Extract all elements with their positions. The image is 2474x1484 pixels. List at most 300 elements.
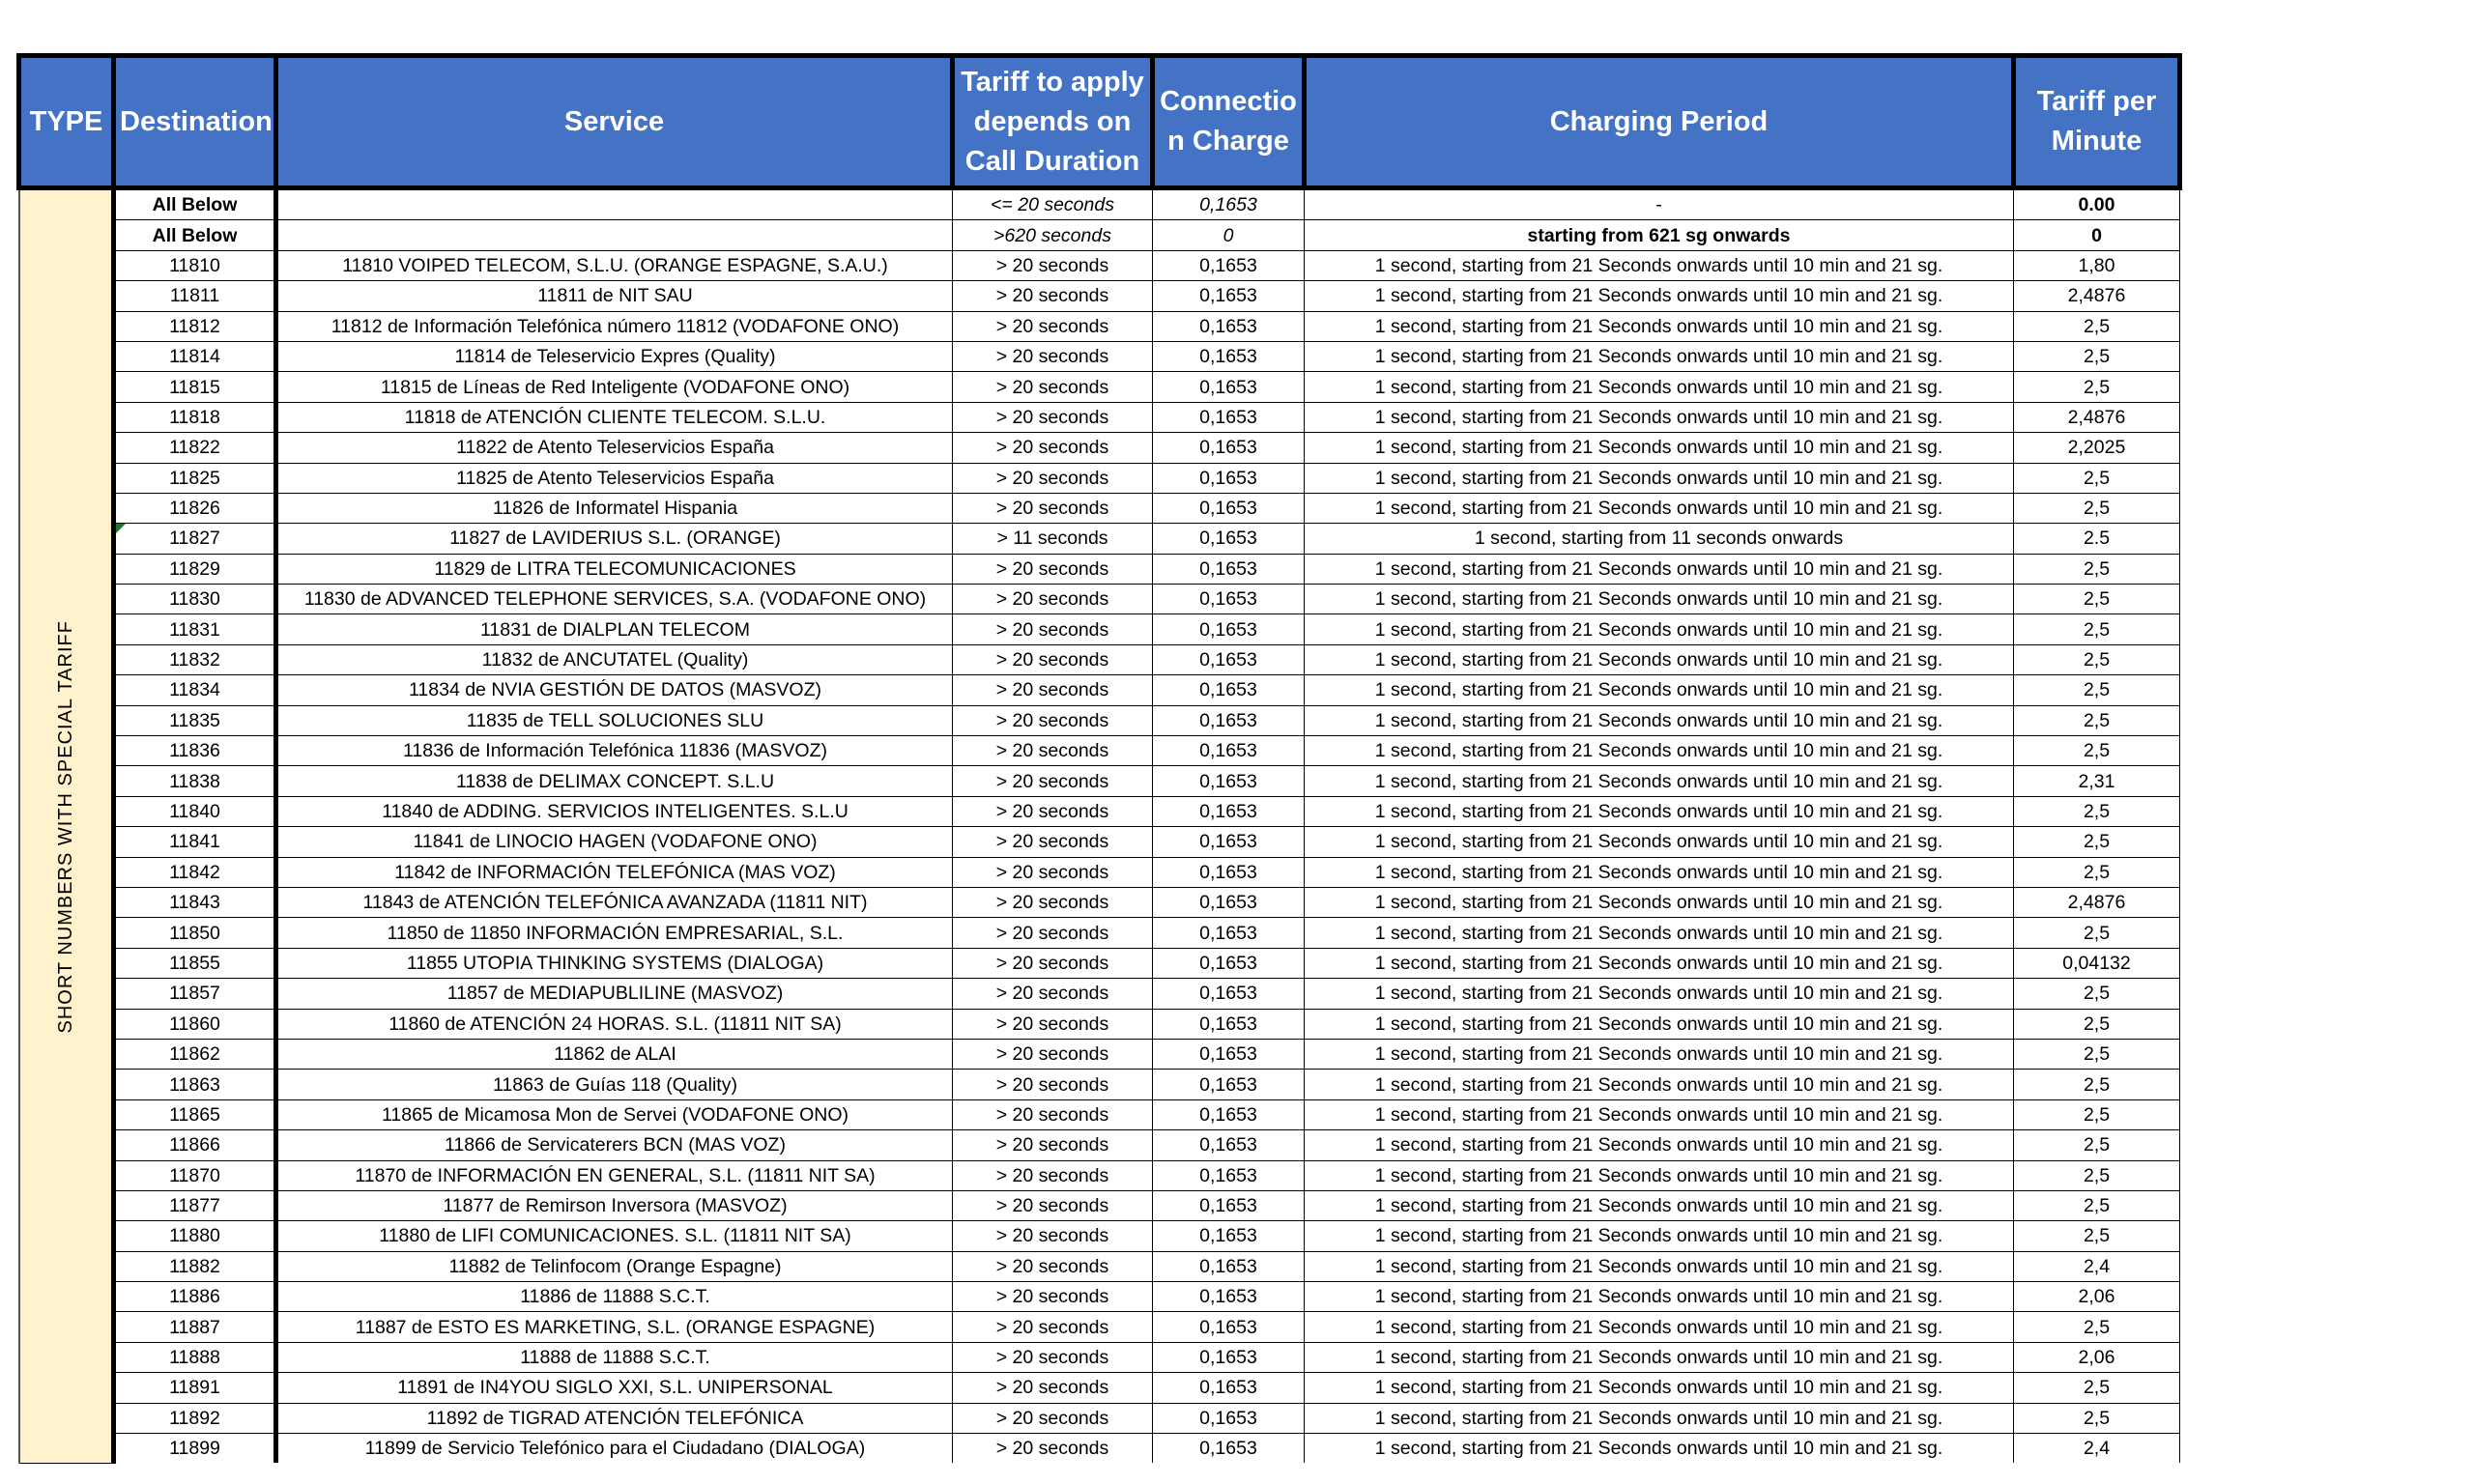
charging-period-cell[interactable]: 1 second, starting from 21 Seconds onwards until 10 min and 21 sg. bbox=[1305, 857, 2014, 887]
table-row bbox=[19, 250, 2180, 280]
destination-cell[interactable]: 11836 bbox=[114, 736, 276, 766]
service-cell[interactable]: 11880 de LIFI COMUNICACIONES. S.L. (11811 NIT SA) bbox=[276, 1221, 953, 1251]
charging-period-cell[interactable]: 1 second, starting from 21 Seconds onwards until 10 min and 21 sg. bbox=[1305, 675, 2014, 705]
destination-cell[interactable]: 11863 bbox=[114, 1070, 276, 1099]
duration-cell[interactable]: > 20 seconds bbox=[953, 1373, 1153, 1403]
table-row bbox=[19, 857, 2180, 887]
service-cell[interactable]: 11863 de Guías 118 (Quality) bbox=[276, 1070, 953, 1099]
service-cell[interactable]: 11814 de Teleservicio Expres (Quality) bbox=[276, 341, 953, 371]
header-tariff-to-apply[interactable]: Tariff to apply depends on Call Duration bbox=[953, 56, 1153, 188]
connection-charge-cell[interactable]: 0,1653 bbox=[1153, 1190, 1305, 1220]
duration-cell[interactable]: > 20 seconds bbox=[953, 372, 1153, 402]
table-row bbox=[19, 1403, 2180, 1433]
destination-cell[interactable]: 11812 bbox=[114, 311, 276, 341]
charging-period-cell[interactable]: 1 second, starting from 21 Seconds onwards until 10 min and 21 sg. bbox=[1305, 614, 2014, 644]
connection-charge-cell[interactable]: 0,1653 bbox=[1153, 250, 1305, 280]
duration-cell[interactable]: > 20 seconds bbox=[953, 766, 1153, 796]
service-cell[interactable]: 11841 de LINOCIO HAGEN (VODAFONE ONO) bbox=[276, 827, 953, 857]
tariff-per-minute-cell[interactable]: 2,5 bbox=[2014, 463, 2180, 493]
tariff-per-minute-cell[interactable]: 0 bbox=[2014, 220, 2180, 250]
duration-cell[interactable]: > 20 seconds bbox=[953, 1190, 1153, 1220]
duration-cell[interactable]: > 20 seconds bbox=[953, 1099, 1153, 1129]
table-row bbox=[19, 948, 2180, 978]
charging-period-cell[interactable]: 1 second, starting from 21 Seconds onwards until 10 min and 21 sg. bbox=[1305, 1130, 2014, 1160]
duration-cell[interactable]: > 20 seconds bbox=[953, 250, 1153, 280]
destination-cell[interactable]: 11887 bbox=[114, 1312, 276, 1342]
charging-period-cell[interactable]: 1 second, starting from 21 Seconds onwards until 10 min and 21 sg. bbox=[1305, 402, 2014, 432]
tariff-per-minute-cell[interactable]: 2,5 bbox=[2014, 1009, 2180, 1039]
connection-charge-cell[interactable]: 0,1653 bbox=[1153, 1070, 1305, 1099]
destination-cell[interactable]: 11841 bbox=[114, 827, 276, 857]
duration-cell[interactable]: > 20 seconds bbox=[953, 281, 1153, 311]
table-row bbox=[19, 736, 2180, 766]
tariff-per-minute-cell[interactable]: 2,5 bbox=[2014, 585, 2180, 614]
charging-period-cell[interactable]: 1 second, starting from 21 Seconds onwards until 10 min and 21 sg. bbox=[1305, 1039, 2014, 1069]
destination-cell[interactable]: 11882 bbox=[114, 1251, 276, 1281]
connection-charge-cell[interactable]: 0,1653 bbox=[1153, 918, 1305, 948]
service-cell[interactable]: 11827 de LAVIDERIUS S.L. (ORANGE) bbox=[276, 524, 953, 554]
destination-cell[interactable]: 11830 bbox=[114, 585, 276, 614]
table-row bbox=[19, 918, 2180, 948]
table-row bbox=[19, 493, 2180, 523]
tariff-per-minute-cell[interactable]: 2,5 bbox=[2014, 644, 2180, 674]
destination-cell[interactable]: 11831 bbox=[114, 614, 276, 644]
connection-charge-cell[interactable]: 0,1653 bbox=[1153, 524, 1305, 554]
connection-charge-cell[interactable]: 0,1653 bbox=[1153, 736, 1305, 766]
charging-period-cell[interactable]: 1 second, starting from 21 Seconds onwards until 10 min and 21 sg. bbox=[1305, 1160, 2014, 1190]
service-cell[interactable]: 11812 de Información Telefónica número 11812 (VODAFONE ONO) bbox=[276, 311, 953, 341]
tariff-per-minute-cell[interactable]: 2,5 bbox=[2014, 614, 2180, 644]
tariff-per-minute-cell[interactable]: 2,5 bbox=[2014, 1099, 2180, 1129]
header-row bbox=[19, 56, 2180, 188]
charging-period-cell[interactable]: 1 second, starting from 21 Seconds onwards until 10 min and 21 sg. bbox=[1305, 311, 2014, 341]
connection-charge-cell[interactable]: 0,1653 bbox=[1153, 433, 1305, 463]
connection-charge-cell[interactable]: 0,1653 bbox=[1153, 827, 1305, 857]
service-cell[interactable]: 11862 de ALAI bbox=[276, 1039, 953, 1069]
destination-cell[interactable]: 11866 bbox=[114, 1130, 276, 1160]
charging-period-cell[interactable]: starting from 621 sg onwards bbox=[1305, 220, 2014, 250]
table-row bbox=[19, 1009, 2180, 1039]
destination-cell[interactable]: 11822 bbox=[114, 433, 276, 463]
charging-period-cell[interactable]: 1 second, starting from 21 Seconds onwards until 10 min and 21 sg. bbox=[1305, 1251, 2014, 1281]
tariff-per-minute-cell[interactable]: 0,04132 bbox=[2014, 948, 2180, 978]
destination-cell[interactable]: 11892 bbox=[114, 1403, 276, 1433]
connection-charge-cell[interactable]: 0,1653 bbox=[1153, 979, 1305, 1009]
service-cell[interactable]: 11815 de Líneas de Red Inteligente (VODAFONE ONO) bbox=[276, 372, 953, 402]
destination-cell[interactable]: 11826 bbox=[114, 493, 276, 523]
connection-charge-cell[interactable]: 0,1653 bbox=[1153, 1312, 1305, 1342]
connection-charge-cell[interactable]: 0,1653 bbox=[1153, 1039, 1305, 1069]
duration-cell[interactable]: > 20 seconds bbox=[953, 614, 1153, 644]
duration-cell[interactable]: > 20 seconds bbox=[953, 887, 1153, 917]
service-cell[interactable]: 11838 de DELIMAX CONCEPT. S.L.U bbox=[276, 766, 953, 796]
destination-cell[interactable]: All Below bbox=[114, 220, 276, 250]
charging-period-cell[interactable]: 1 second, starting from 21 Seconds onwards until 10 min and 21 sg. bbox=[1305, 1342, 2014, 1372]
charging-period-cell[interactable]: 1 second, starting from 21 Seconds onwards until 10 min and 21 sg. bbox=[1305, 644, 2014, 674]
connection-charge-cell[interactable]: 0,1653 bbox=[1153, 1373, 1305, 1403]
charging-period-cell[interactable]: 1 second, starting from 21 Seconds onwards until 10 min and 21 sg. bbox=[1305, 1070, 2014, 1099]
charging-period-cell[interactable]: 1 second, starting from 21 Seconds onwards until 10 min and 21 sg. bbox=[1305, 796, 2014, 826]
connection-charge-cell[interactable]: 0,1653 bbox=[1153, 1342, 1305, 1372]
connection-charge-cell[interactable]: 0,1653 bbox=[1153, 705, 1305, 735]
connection-charge-cell[interactable]: 0,1653 bbox=[1153, 554, 1305, 584]
charging-period-cell[interactable]: 1 second, starting from 11 seconds onwards bbox=[1305, 524, 2014, 554]
service-cell[interactable]: 11825 de Atento Teleservicios España bbox=[276, 463, 953, 493]
charging-period-cell[interactable]: 1 second, starting from 21 Seconds onwards until 10 min and 21 sg. bbox=[1305, 827, 2014, 857]
charging-period-cell[interactable]: 1 second, starting from 21 Seconds onwards until 10 min and 21 sg. bbox=[1305, 1282, 2014, 1312]
duration-cell[interactable]: > 20 seconds bbox=[953, 736, 1153, 766]
table-row bbox=[19, 220, 2180, 250]
service-cell[interactable]: 11818 de ATENCIÓN CLIENTE TELECOM. S.L.U. bbox=[276, 402, 953, 432]
duration-cell[interactable]: > 20 seconds bbox=[953, 705, 1153, 735]
service-cell[interactable]: 11886 de 11888 S.C.T. bbox=[276, 1282, 953, 1312]
charging-period-cell[interactable]: 1 second, starting from 21 Seconds onwards until 10 min and 21 sg. bbox=[1305, 493, 2014, 523]
tariff-per-minute-cell[interactable]: 1,80 bbox=[2014, 250, 2180, 280]
duration-cell[interactable]: <= 20 seconds bbox=[953, 188, 1153, 220]
destination-cell[interactable]: 11857 bbox=[114, 979, 276, 1009]
charging-period-cell[interactable]: 1 second, starting from 21 Seconds onwards until 10 min and 21 sg. bbox=[1305, 1099, 2014, 1129]
tariff-per-minute-cell[interactable]: 2,5 bbox=[2014, 1160, 2180, 1190]
tariff-per-minute-cell[interactable]: 2,5 bbox=[2014, 796, 2180, 826]
connection-charge-cell[interactable]: 0,1653 bbox=[1153, 1009, 1305, 1039]
header-type[interactable]: TYPE bbox=[19, 56, 114, 188]
service-cell[interactable] bbox=[276, 188, 953, 220]
tariff-per-minute-cell[interactable]: 2,4 bbox=[2014, 1251, 2180, 1281]
connection-charge-cell[interactable]: 0,1653 bbox=[1153, 1221, 1305, 1251]
destination-cell[interactable]: 11870 bbox=[114, 1160, 276, 1190]
connection-charge-cell[interactable]: 0,1653 bbox=[1153, 1434, 1305, 1464]
destination-cell[interactable]: 11825 bbox=[114, 463, 276, 493]
destination-cell[interactable]: 11814 bbox=[114, 341, 276, 371]
charging-period-cell[interactable]: 1 second, starting from 21 Seconds onwards until 10 min and 21 sg. bbox=[1305, 341, 2014, 371]
duration-cell[interactable]: > 20 seconds bbox=[953, 463, 1153, 493]
service-cell[interactable]: 11882 de Telinfocom (Orange Espagne) bbox=[276, 1251, 953, 1281]
connection-charge-cell[interactable]: 0,1653 bbox=[1153, 1403, 1305, 1433]
service-cell[interactable]: 11831 de DIALPLAN TELECOM bbox=[276, 614, 953, 644]
charging-period-cell[interactable]: 1 second, starting from 21 Seconds onwards until 10 min and 21 sg. bbox=[1305, 1221, 2014, 1251]
tariff-per-minute-cell[interactable]: 2,4876 bbox=[2014, 402, 2180, 432]
tariff-per-minute-cell[interactable]: 2,4876 bbox=[2014, 887, 2180, 917]
table-row bbox=[19, 433, 2180, 463]
connection-charge-cell[interactable]: 0,1653 bbox=[1153, 614, 1305, 644]
duration-cell[interactable]: > 20 seconds bbox=[953, 1403, 1153, 1433]
service-cell[interactable]: 11835 de TELL SOLUCIONES SLU bbox=[276, 705, 953, 735]
service-cell[interactable]: 11892 de TIGRAD ATENCIÓN TELEFÓNICA bbox=[276, 1403, 953, 1433]
table-row bbox=[19, 1160, 2180, 1190]
service-cell[interactable]: 11829 de LITRA TELECOMUNICACIONES bbox=[276, 554, 953, 584]
duration-cell[interactable]: > 20 seconds bbox=[953, 827, 1153, 857]
charging-period-cell[interactable]: 1 second, starting from 21 Seconds onwards until 10 min and 21 sg. bbox=[1305, 1312, 2014, 1342]
duration-cell[interactable]: > 20 seconds bbox=[953, 1434, 1153, 1464]
tariff-per-minute-cell[interactable]: 2,5 bbox=[2014, 1070, 2180, 1099]
charging-period-cell[interactable]: 1 second, starting from 21 Seconds onwards until 10 min and 21 sg. bbox=[1305, 948, 2014, 978]
table-row bbox=[19, 1221, 2180, 1251]
tariff-per-minute-cell[interactable]: 2,2025 bbox=[2014, 433, 2180, 463]
table-row bbox=[19, 887, 2180, 917]
duration-cell[interactable]: > 20 seconds bbox=[953, 585, 1153, 614]
connection-charge-cell[interactable]: 0,1653 bbox=[1153, 372, 1305, 402]
charging-period-cell[interactable]: 1 second, starting from 21 Seconds onwards until 10 min and 21 sg. bbox=[1305, 766, 2014, 796]
table-row bbox=[19, 554, 2180, 584]
connection-charge-cell[interactable]: 0,1653 bbox=[1153, 281, 1305, 311]
destination-cell[interactable]: 11811 bbox=[114, 281, 276, 311]
connection-charge-cell[interactable]: 0,1653 bbox=[1153, 766, 1305, 796]
connection-charge-cell[interactable]: 0,1653 bbox=[1153, 887, 1305, 917]
destination-cell[interactable]: 11855 bbox=[114, 948, 276, 978]
header-tariff-per-minute[interactable]: Tariff per Minute bbox=[2014, 56, 2180, 188]
table-row bbox=[19, 402, 2180, 432]
destination-cell[interactable]: 11835 bbox=[114, 705, 276, 735]
connection-charge-cell[interactable]: 0,1653 bbox=[1153, 341, 1305, 371]
tariff-per-minute-cell[interactable]: 2,4876 bbox=[2014, 281, 2180, 311]
destination-cell[interactable]: 11842 bbox=[114, 857, 276, 887]
tariff-per-minute-cell[interactable]: 2,5 bbox=[2014, 1190, 2180, 1220]
destination-cell[interactable]: 11838 bbox=[114, 766, 276, 796]
connection-charge-cell[interactable]: 0,1653 bbox=[1153, 796, 1305, 826]
duration-cell[interactable]: > 11 seconds bbox=[953, 524, 1153, 554]
connection-charge-cell[interactable]: 0,1653 bbox=[1153, 1099, 1305, 1129]
duration-cell[interactable]: > 20 seconds bbox=[953, 857, 1153, 887]
tariff-per-minute-cell[interactable]: 2,06 bbox=[2014, 1342, 2180, 1372]
tariff-per-minute-cell[interactable]: 2,06 bbox=[2014, 1282, 2180, 1312]
connection-charge-cell[interactable]: 0,1653 bbox=[1153, 311, 1305, 341]
header-charging-period[interactable]: Charging Period bbox=[1305, 56, 2014, 188]
table-row bbox=[19, 1282, 2180, 1312]
service-cell[interactable]: 11899 de Servicio Telefónico para el Ciudadano (DIALOGA) bbox=[276, 1434, 953, 1464]
service-cell[interactable]: 11877 de Remirson Inversora (MASVOZ) bbox=[276, 1190, 953, 1220]
connection-charge-cell[interactable]: 0,1653 bbox=[1153, 463, 1305, 493]
tariff-per-minute-cell[interactable]: 2,5 bbox=[2014, 1130, 2180, 1160]
charging-period-cell[interactable]: 1 second, starting from 21 Seconds onwards until 10 min and 21 sg. bbox=[1305, 281, 2014, 311]
destination-cell[interactable]: 11888 bbox=[114, 1342, 276, 1372]
duration-cell[interactable]: > 20 seconds bbox=[953, 341, 1153, 371]
table-row bbox=[19, 585, 2180, 614]
tariff-per-minute-cell[interactable]: 2,5 bbox=[2014, 372, 2180, 402]
service-cell[interactable]: 11857 de MEDIAPUBLILINE (MASVOZ) bbox=[276, 979, 953, 1009]
table-row bbox=[19, 979, 2180, 1009]
header-service[interactable]: Service bbox=[276, 56, 953, 188]
destination-cell[interactable]: 11891 bbox=[114, 1373, 276, 1403]
duration-cell[interactable]: > 20 seconds bbox=[953, 1009, 1153, 1039]
table-row bbox=[19, 311, 2180, 341]
duration-cell[interactable]: > 20 seconds bbox=[953, 1251, 1153, 1281]
duration-cell[interactable]: > 20 seconds bbox=[953, 311, 1153, 341]
tariff-per-minute-cell[interactable]: 2,5 bbox=[2014, 493, 2180, 523]
service-cell[interactable]: 11855 UTOPIA THINKING SYSTEMS (DIALOGA) bbox=[276, 948, 953, 978]
duration-cell[interactable]: > 20 seconds bbox=[953, 979, 1153, 1009]
table-row bbox=[19, 1130, 2180, 1160]
destination-cell[interactable]: 11865 bbox=[114, 1099, 276, 1129]
charging-period-cell[interactable]: 1 second, starting from 21 Seconds onwards until 10 min and 21 sg. bbox=[1305, 1403, 2014, 1433]
table-row bbox=[19, 463, 2180, 493]
connection-charge-cell[interactable]: 0,1653 bbox=[1153, 585, 1305, 614]
duration-cell[interactable]: > 20 seconds bbox=[953, 644, 1153, 674]
duration-cell[interactable]: > 20 seconds bbox=[953, 1282, 1153, 1312]
table-row bbox=[19, 188, 2180, 220]
tariff-per-minute-cell[interactable]: 2,5 bbox=[2014, 918, 2180, 948]
service-cell[interactable]: 11891 de IN4YOU SIGLO XXI, S.L. UNIPERSONAL bbox=[276, 1373, 953, 1403]
tariff-per-minute-cell[interactable]: 2,31 bbox=[2014, 766, 2180, 796]
tariff-per-minute-cell[interactable]: 2.5 bbox=[2014, 524, 2180, 554]
destination-cell[interactable]: 11834 bbox=[114, 675, 276, 705]
service-cell[interactable]: 11822 de Atento Teleservicios España bbox=[276, 433, 953, 463]
service-cell[interactable]: 11865 de Micamosa Mon de Servei (VODAFONE ONO) bbox=[276, 1099, 953, 1129]
service-cell[interactable]: 11832 de ANCUTATEL (Quality) bbox=[276, 644, 953, 674]
service-cell[interactable] bbox=[276, 220, 953, 250]
connection-charge-cell[interactable]: 0,1653 bbox=[1153, 493, 1305, 523]
table-row bbox=[19, 675, 2180, 705]
charging-period-cell[interactable]: 1 second, starting from 21 Seconds onwards until 10 min and 21 sg. bbox=[1305, 250, 2014, 280]
duration-cell[interactable]: > 20 seconds bbox=[953, 918, 1153, 948]
service-cell[interactable]: 11843 de ATENCIÓN TELEFÓNICA AVANZADA (11811 NIT) bbox=[276, 887, 953, 917]
tariff-per-minute-cell[interactable]: 2,5 bbox=[2014, 1403, 2180, 1433]
tariff-per-minute-cell[interactable]: 2,5 bbox=[2014, 979, 2180, 1009]
tariff-per-minute-cell[interactable]: 2,5 bbox=[2014, 827, 2180, 857]
header-destination[interactable]: Destination bbox=[114, 56, 276, 188]
destination-cell[interactable]: 11899 bbox=[114, 1434, 276, 1464]
tariff-per-minute-cell[interactable]: 2,5 bbox=[2014, 705, 2180, 735]
destination-cell[interactable]: 11850 bbox=[114, 918, 276, 948]
connection-charge-cell[interactable]: 0,1653 bbox=[1153, 1251, 1305, 1281]
tariff-per-minute-cell[interactable]: 2,5 bbox=[2014, 1312, 2180, 1342]
tariff-per-minute-cell[interactable]: 2,5 bbox=[2014, 1039, 2180, 1069]
destination-cell[interactable]: 11877 bbox=[114, 1190, 276, 1220]
destination-cell[interactable]: 11827 bbox=[114, 524, 276, 554]
table-row bbox=[19, 372, 2180, 402]
destination-cell[interactable]: 11862 bbox=[114, 1039, 276, 1069]
duration-cell[interactable]: > 20 seconds bbox=[953, 1160, 1153, 1190]
destination-cell[interactable]: 11810 bbox=[114, 250, 276, 280]
charging-period-cell[interactable]: 1 second, starting from 21 Seconds onwards until 10 min and 21 sg. bbox=[1305, 1190, 2014, 1220]
charging-period-cell[interactable]: - bbox=[1305, 188, 2014, 220]
tariff-per-minute-cell[interactable]: 2,5 bbox=[2014, 857, 2180, 887]
connection-charge-cell[interactable]: 0,1653 bbox=[1153, 675, 1305, 705]
type-label: SHORT NUMBERS WITH SPECIAL TARIFF bbox=[54, 619, 76, 1034]
tariff-per-minute-cell[interactable]: 2,5 bbox=[2014, 1373, 2180, 1403]
charging-period-cell[interactable]: 1 second, starting from 21 Seconds onwards until 10 min and 21 sg. bbox=[1305, 887, 2014, 917]
charging-period-cell[interactable]: 1 second, starting from 21 Seconds onwards until 10 min and 21 sg. bbox=[1305, 1009, 2014, 1039]
table-row bbox=[19, 766, 2180, 796]
charging-period-cell[interactable]: 1 second, starting from 21 Seconds onwards until 10 min and 21 sg. bbox=[1305, 1373, 2014, 1403]
service-cell[interactable]: 11860 de ATENCIÓN 24 HORAS. S.L. (11811 NIT SA) bbox=[276, 1009, 953, 1039]
tariff-per-minute-cell[interactable]: 2,5 bbox=[2014, 736, 2180, 766]
duration-cell[interactable]: > 20 seconds bbox=[953, 1221, 1153, 1251]
duration-cell[interactable]: > 20 seconds bbox=[953, 1130, 1153, 1160]
service-cell[interactable]: 11810 VOIPED TELECOM, S.L.U. (ORANGE ESPAGNE, S.A.U.) bbox=[276, 250, 953, 280]
duration-cell[interactable]: > 20 seconds bbox=[953, 1312, 1153, 1342]
tariff-per-minute-cell[interactable]: 2,4 bbox=[2014, 1434, 2180, 1464]
service-cell[interactable]: 11842 de INFORMACIÓN TELEFÓNICA (MAS VOZ) bbox=[276, 857, 953, 887]
charging-period-cell[interactable]: 1 second, starting from 21 Seconds onwards until 10 min and 21 sg. bbox=[1305, 372, 2014, 402]
charging-period-cell[interactable]: 1 second, starting from 21 Seconds onwards until 10 min and 21 sg. bbox=[1305, 705, 2014, 735]
duration-cell[interactable]: > 20 seconds bbox=[953, 796, 1153, 826]
connection-charge-cell[interactable]: 0,1653 bbox=[1153, 644, 1305, 674]
charging-period-cell[interactable]: 1 second, starting from 21 Seconds onwards until 10 min and 21 sg. bbox=[1305, 918, 2014, 948]
destination-cell[interactable]: 11829 bbox=[114, 554, 276, 584]
service-cell[interactable]: 11850 de 11850 INFORMACIÓN EMPRESARIAL, S.L. bbox=[276, 918, 953, 948]
connection-charge-cell[interactable]: 0,1653 bbox=[1153, 1282, 1305, 1312]
tariff-per-minute-cell[interactable]: 2,5 bbox=[2014, 1221, 2180, 1251]
charging-period-cell[interactable]: 1 second, starting from 21 Seconds onwards until 10 min and 21 sg. bbox=[1305, 979, 2014, 1009]
tariff-table bbox=[16, 53, 2182, 1464]
connection-charge-cell[interactable]: 0,1653 bbox=[1153, 1130, 1305, 1160]
service-cell[interactable]: 11826 de Informatel Hispania bbox=[276, 493, 953, 523]
connection-charge-cell[interactable]: 0,1653 bbox=[1153, 948, 1305, 978]
tariff-per-minute-cell[interactable]: 2,5 bbox=[2014, 311, 2180, 341]
duration-cell[interactable]: > 20 seconds bbox=[953, 402, 1153, 432]
service-cell[interactable]: 11866 de Servicaterers BCN (MAS VOZ) bbox=[276, 1130, 953, 1160]
destination-cell[interactable]: 11840 bbox=[114, 796, 276, 826]
connection-charge-cell[interactable]: 0,1653 bbox=[1153, 1160, 1305, 1190]
duration-cell[interactable]: > 20 seconds bbox=[953, 433, 1153, 463]
charging-period-cell[interactable]: 1 second, starting from 21 Seconds onwards until 10 min and 21 sg. bbox=[1305, 433, 2014, 463]
destination-cell[interactable]: 11818 bbox=[114, 402, 276, 432]
duration-cell[interactable]: > 20 seconds bbox=[953, 1070, 1153, 1099]
tariff-per-minute-cell[interactable]: 2,5 bbox=[2014, 554, 2180, 584]
table-row bbox=[19, 1070, 2180, 1099]
charging-period-cell[interactable]: 1 second, starting from 21 Seconds onwards until 10 min and 21 sg. bbox=[1305, 736, 2014, 766]
service-cell[interactable]: 11811 de NIT SAU bbox=[276, 281, 953, 311]
service-cell[interactable]: 11870 de INFORMACIÓN EN GENERAL, S.L. (11811 NIT SA) bbox=[276, 1160, 953, 1190]
duration-cell[interactable]: > 20 seconds bbox=[953, 948, 1153, 978]
table-row bbox=[19, 1312, 2180, 1342]
duration-cell[interactable]: > 20 seconds bbox=[953, 493, 1153, 523]
duration-cell[interactable]: >620 seconds bbox=[953, 220, 1153, 250]
destination-cell[interactable]: 11832 bbox=[114, 644, 276, 674]
header-connection-charge[interactable]: Connectio n Charge bbox=[1153, 56, 1305, 188]
type-cell[interactable] bbox=[19, 188, 114, 1464]
table-row bbox=[19, 1190, 2180, 1220]
tariff-per-minute-cell[interactable]: 0.00 bbox=[2014, 188, 2180, 220]
tariff-per-minute-cell[interactable]: 2,5 bbox=[2014, 341, 2180, 371]
charging-period-cell[interactable]: 1 second, starting from 21 Seconds onwards until 10 min and 21 sg. bbox=[1305, 1434, 2014, 1464]
duration-cell[interactable]: > 20 seconds bbox=[953, 675, 1153, 705]
table-row bbox=[19, 644, 2180, 674]
destination-cell[interactable]: 11815 bbox=[114, 372, 276, 402]
destination-cell[interactable]: All Below bbox=[114, 188, 276, 220]
connection-charge-cell[interactable]: 0 bbox=[1153, 220, 1305, 250]
connection-charge-cell[interactable]: 0,1653 bbox=[1153, 188, 1305, 220]
table-row bbox=[19, 827, 2180, 857]
table-row bbox=[19, 614, 2180, 644]
service-cell[interactable]: 11840 de ADDING. SERVICIOS INTELIGENTES. S.L.U bbox=[276, 796, 953, 826]
destination-cell[interactable]: 11886 bbox=[114, 1282, 276, 1312]
charging-period-cell[interactable]: 1 second, starting from 21 Seconds onwards until 10 min and 21 sg. bbox=[1305, 554, 2014, 584]
destination-cell[interactable]: 11880 bbox=[114, 1221, 276, 1251]
connection-charge-cell[interactable]: 0,1653 bbox=[1153, 402, 1305, 432]
charging-period-cell[interactable]: 1 second, starting from 21 Seconds onwards until 10 min and 21 sg. bbox=[1305, 585, 2014, 614]
destination-cell[interactable]: 11860 bbox=[114, 1009, 276, 1039]
service-cell[interactable]: 11836 de Información Telefónica 11836 (MASVOZ) bbox=[276, 736, 953, 766]
connection-charge-cell[interactable]: 0,1653 bbox=[1153, 857, 1305, 887]
tariff-per-minute-cell[interactable]: 2,5 bbox=[2014, 675, 2180, 705]
duration-cell[interactable]: > 20 seconds bbox=[953, 1342, 1153, 1372]
service-cell[interactable]: 11887 de ESTO ES MARKETING, S.L. (ORANGE ESPAGNE) bbox=[276, 1312, 953, 1342]
table-row bbox=[19, 524, 2180, 554]
service-cell[interactable]: 11830 de ADVANCED TELEPHONE SERVICES, S.A. (VODAFONE ONO) bbox=[276, 585, 953, 614]
service-cell[interactable]: 11834 de NVIA GESTIÓN DE DATOS (MASVOZ) bbox=[276, 675, 953, 705]
duration-cell[interactable]: > 20 seconds bbox=[953, 1039, 1153, 1069]
table-row bbox=[19, 1039, 2180, 1069]
duration-cell[interactable]: > 20 seconds bbox=[953, 554, 1153, 584]
table-row bbox=[19, 1251, 2180, 1281]
charging-period-cell[interactable]: 1 second, starting from 21 Seconds onwards until 10 min and 21 sg. bbox=[1305, 463, 2014, 493]
table-row bbox=[19, 1099, 2180, 1129]
service-cell[interactable]: 11888 de 11888 S.C.T. bbox=[276, 1342, 953, 1372]
table-row bbox=[19, 705, 2180, 735]
destination-cell[interactable]: 11843 bbox=[114, 887, 276, 917]
table-row bbox=[19, 1434, 2180, 1464]
